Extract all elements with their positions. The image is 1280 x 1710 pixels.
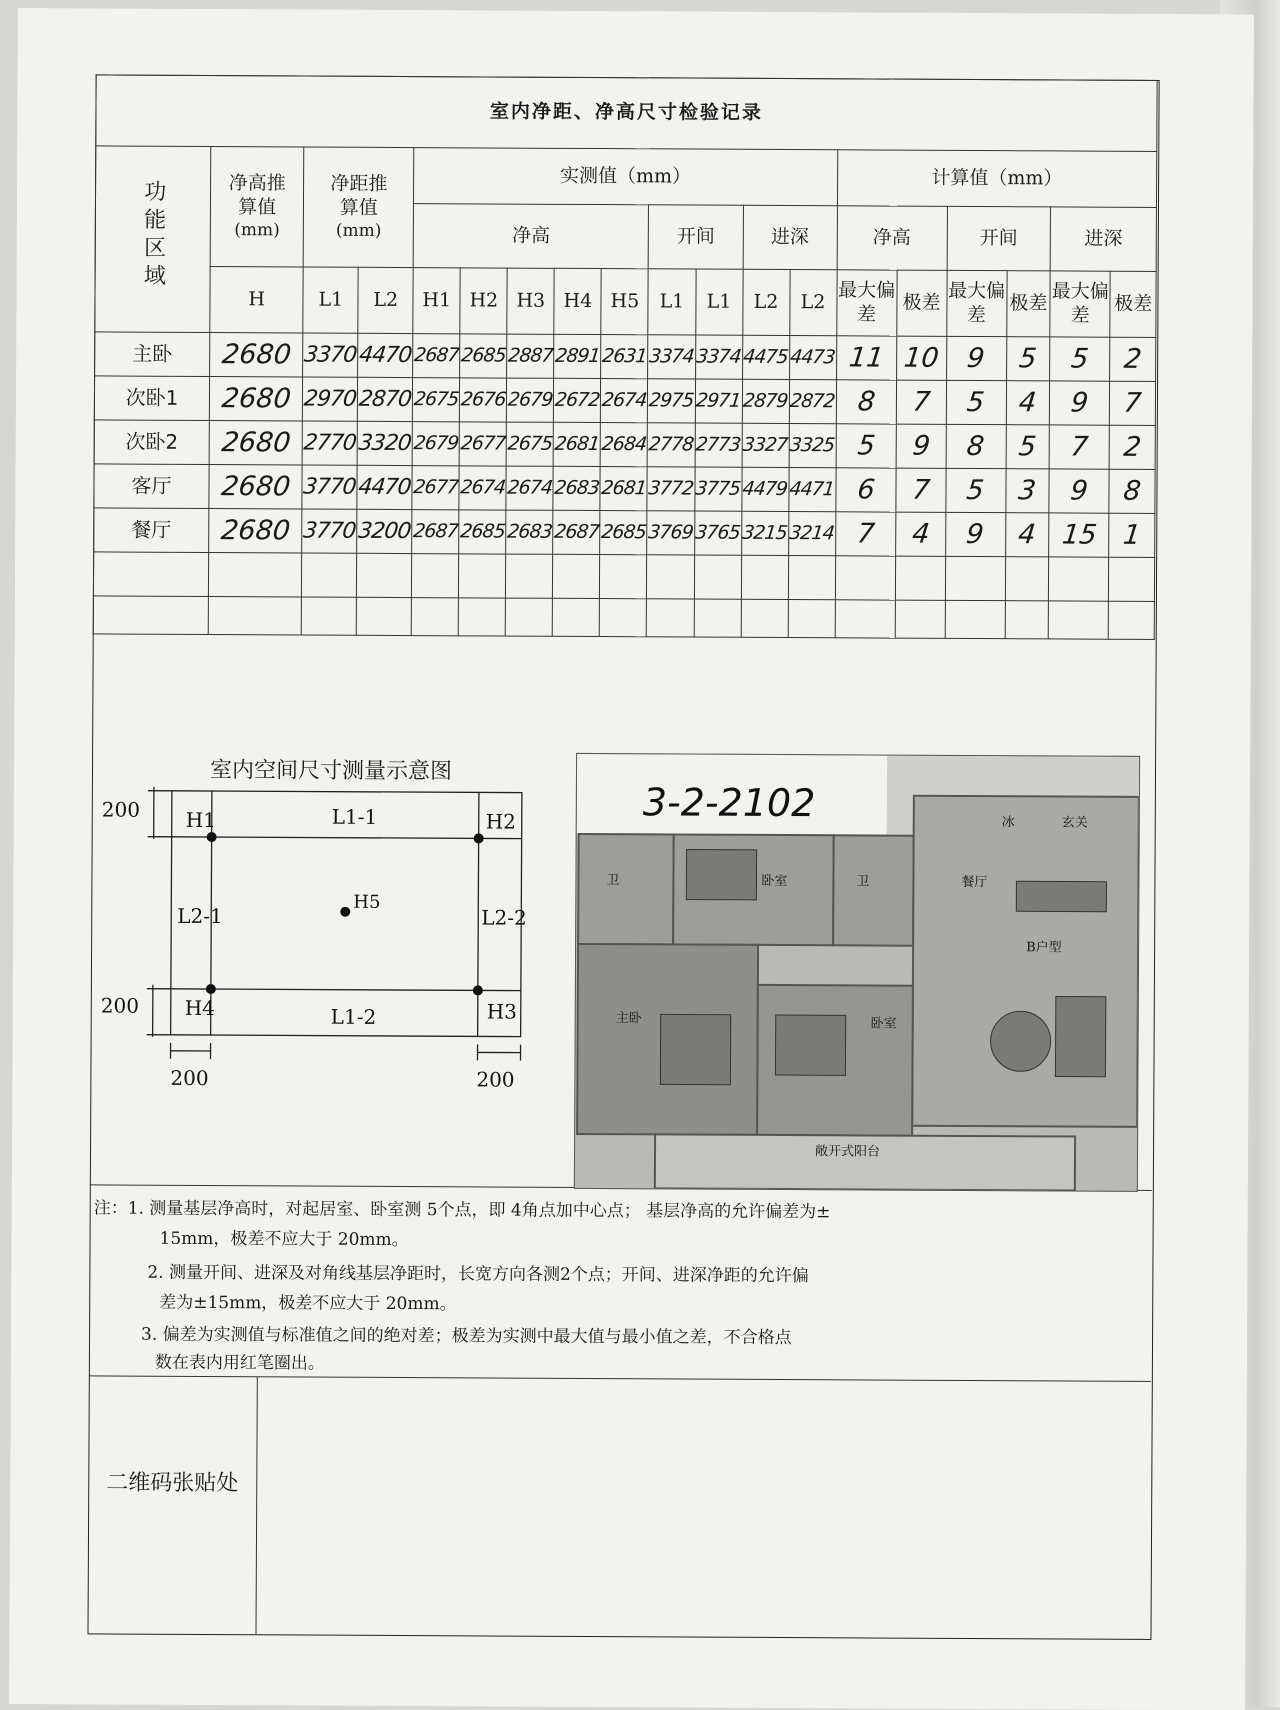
row-calc-value: 10: [896, 336, 946, 380]
notes-section: [89, 1185, 1130, 1380]
qr-label: 二维码张贴处: [88, 1465, 256, 1497]
row-measured-value: 2677: [459, 422, 506, 466]
calc-depth: 进深: [1050, 207, 1156, 272]
area-header: 功能区域: [95, 146, 211, 333]
row-area: 次卧1: [94, 376, 209, 421]
row-measured-value: 2681: [600, 467, 647, 511]
row-measured-value: 2677: [412, 466, 459, 510]
row-calc-value: 2: [1110, 337, 1156, 381]
row-measured-value: 3775: [694, 467, 741, 511]
label-L1-1: L1-1: [332, 805, 378, 829]
col-L2: L2: [358, 267, 413, 333]
row-measured-value: 2631: [601, 335, 648, 379]
room-bing: 冰: [1002, 815, 1015, 830]
row-measured-value: 4479: [741, 467, 788, 511]
row-calc-value: 11: [836, 336, 896, 380]
calc-net-height: 净高: [837, 206, 947, 271]
row-l1-est: 2770: [303, 421, 358, 465]
row-area: 主卧: [95, 332, 210, 377]
inspection-table: [93, 74, 1158, 640]
measured-header: 实测值（mm）: [414, 148, 838, 206]
col-H1: H1: [413, 268, 460, 334]
col-max-dev-depth: 最大偏差: [1050, 271, 1110, 337]
row-h-est: 2680: [209, 509, 303, 553]
room-yangtai: 敞开式阳台: [815, 1143, 880, 1159]
table-row: [94, 508, 1155, 558]
col-L1: L1: [303, 267, 358, 333]
row-calc-value: 8: [946, 424, 1006, 468]
measured-bay: 开间: [649, 205, 743, 269]
row-l1-est: 3770: [302, 465, 357, 509]
row-area: 客厅: [94, 464, 209, 509]
row-calc-value: 1: [1109, 513, 1155, 557]
row-measured-value: 2679: [412, 422, 459, 466]
row-measured-value: 2773: [695, 423, 742, 467]
label-L2-2: L2-2: [481, 905, 527, 929]
row-l2-est: 3320: [357, 421, 412, 465]
row-calc-value: 4: [1006, 381, 1050, 425]
room-huxing: B户型: [1026, 939, 1062, 955]
row-calc-value: 5: [945, 468, 1005, 512]
col-H2: H2: [460, 268, 507, 334]
col-L2-b: L2: [789, 270, 836, 336]
row-measured-value: 2684: [601, 423, 648, 467]
row-h-est: 2680: [210, 333, 304, 377]
row-calc-value: 5: [836, 424, 896, 468]
row-measured-value: 3374: [695, 335, 742, 379]
row-measured-value: 2681: [554, 422, 601, 466]
dim-200-left: 200: [101, 993, 139, 1017]
row-measured-value: 2685: [460, 334, 507, 378]
row-measured-value: 4471: [788, 468, 835, 512]
label-H3: H3: [487, 999, 517, 1023]
measurement-diagram: [90, 738, 532, 1160]
row-calc-value: 9: [1050, 381, 1110, 425]
label-H4: H4: [185, 996, 215, 1020]
row-measured-value: 3215: [741, 511, 788, 555]
row-measured-value: 2683: [506, 510, 553, 554]
room-woshi: 卧室: [761, 873, 787, 889]
row-calc-value: 5: [1050, 337, 1110, 381]
row-h-est: 2680: [209, 421, 303, 465]
row-measured-value: 2879: [742, 379, 789, 423]
diagram-section: [90, 698, 1155, 1191]
row-l2-est: 3200: [357, 509, 412, 553]
row-measured-value: 2674: [601, 379, 648, 423]
room-zhuwo: 主卧: [616, 1010, 643, 1026]
row-measured-value: 2679: [507, 378, 554, 422]
row-l1-est: 2970: [303, 377, 358, 421]
h-est-header: 净高推算值 (mm): [210, 147, 304, 267]
col-range-depth: 极差: [1110, 271, 1156, 337]
row-measured-value: 3327: [742, 423, 789, 467]
form-title: 室内净距、净高尺寸检验记录: [96, 75, 1157, 152]
row-measured-value: 2685: [459, 510, 506, 554]
col-max-dev-h: 最大偏差: [836, 270, 896, 336]
row-measured-value: 4475: [742, 335, 789, 379]
row-calc-value: 5: [1006, 337, 1050, 381]
row-measured-value: 2683: [553, 466, 600, 510]
label-H5: H5: [353, 892, 380, 913]
diagram-title: 室内空间尺寸测量示意图: [210, 753, 452, 785]
d-est-header: 净距推算值 (mm): [304, 147, 415, 268]
row-calc-value: 4: [1005, 513, 1049, 557]
row-measured-value: 3374: [648, 335, 695, 379]
row-measured-value: 2685: [600, 511, 647, 555]
label-L2-1: L2-1: [177, 904, 223, 928]
dim-200-top: 200: [102, 797, 140, 821]
calc-bay: 开间: [947, 206, 1051, 271]
label-L1-2: L1-2: [331, 1005, 377, 1029]
row-measured-value: 3325: [789, 424, 836, 468]
label-H1: H1: [186, 808, 216, 832]
row-measured-value: 3769: [647, 511, 694, 555]
row-measured-value: 4473: [789, 336, 836, 380]
note-3: 3. 偏差为实测值与标准值之间的绝对差；极差为实测中最大值与最小值之差，不合格点: [141, 1320, 792, 1353]
row-calc-value: 7: [1049, 425, 1109, 469]
unit-handwritten-label: 3-2-2102: [643, 780, 816, 825]
row-measured-value: 2687: [553, 510, 600, 554]
room-wei-1: 卫: [606, 873, 619, 888]
note-2-cont: 差为±15mm，极差不应大于 20mm。: [159, 1288, 457, 1320]
col-max-dev-bay: 最大偏差: [946, 270, 1006, 336]
row-calc-value: 3: [1006, 469, 1050, 513]
row-measured-value: 3765: [694, 511, 741, 555]
row-measured-value: 2971: [695, 379, 742, 423]
row-calc-value: 2: [1109, 425, 1155, 469]
table-row: [94, 420, 1155, 470]
qr-paste-area: [255, 1377, 1153, 1639]
col-L1-b: L1: [695, 269, 742, 335]
room-canting: 餐厅: [961, 874, 987, 890]
row-h-est: 2680: [209, 377, 303, 421]
col-H3: H3: [507, 268, 554, 334]
row-measured-value: 3772: [647, 467, 694, 511]
row-h-est: 2680: [209, 465, 303, 509]
row-measured-value: 2675: [506, 422, 553, 466]
row-measured-value: 2975: [648, 379, 695, 423]
row-calc-value: 15: [1049, 513, 1109, 557]
col-H5: H5: [601, 269, 648, 335]
row-calc-value: 5: [946, 380, 1006, 424]
row-calc-value: 5: [1006, 425, 1050, 469]
row-area: 次卧2: [94, 420, 209, 465]
table-row: [94, 464, 1155, 514]
floor-plan-image: [574, 753, 1140, 1192]
note-2: 2. 测量开间、进深及对角线基层净距时，长宽方向各测2个点；开间、进深净距的允许偏: [147, 1258, 809, 1291]
row-measured-value: 2676: [460, 378, 507, 422]
row-calc-value: 9: [946, 336, 1006, 380]
row-l2-est: 2870: [358, 377, 413, 421]
row-l2-est: 4470: [358, 333, 413, 377]
row-measured-value: 2872: [789, 380, 836, 424]
row-area: 餐厅: [94, 508, 209, 553]
dim-200-bottom-left: 200: [170, 1066, 208, 1090]
row-measured-value: 2675: [413, 378, 460, 422]
measured-net-height: 净高: [413, 204, 648, 269]
col-L1-a: L1: [648, 269, 695, 335]
row-measured-value: 2687: [412, 510, 459, 554]
room-woshi-2: 卧室: [871, 1015, 897, 1031]
calculated-header: 计算值（mm）: [837, 150, 1157, 208]
row-calc-value: 9: [945, 512, 1005, 556]
table-row: [95, 332, 1156, 382]
qr-section: [87, 1375, 1150, 1639]
row-calc-value: 7: [835, 512, 895, 556]
row-calc-value: 9: [896, 424, 946, 468]
room-xuanguan: 玄关: [1062, 814, 1088, 830]
note-1-cont: 15mm，极差不应大于 20mm。: [159, 1224, 408, 1255]
col-range-h: 极差: [897, 270, 947, 336]
row-calc-value: 7: [896, 380, 946, 424]
row-measured-value: 2891: [554, 334, 601, 378]
row-measured-value: 2778: [648, 423, 695, 467]
row-calc-value: 6: [835, 468, 895, 512]
row-measured-value: 2887: [507, 334, 554, 378]
col-H4: H4: [554, 268, 601, 334]
row-measured-value: 2674: [459, 466, 506, 510]
row-calc-value: 8: [1109, 469, 1155, 513]
note-3-cont: 数在表内用红笔圈出。: [155, 1348, 325, 1379]
row-calc-value: 7: [896, 468, 946, 512]
row-l1-est: 3770: [302, 509, 357, 553]
paper-sheet: [9, 8, 1254, 1710]
table-row: [94, 376, 1155, 426]
room-wei-2: 卫: [856, 874, 869, 889]
row-calc-value: 7: [1110, 381, 1156, 425]
row-calc-value: 8: [836, 380, 896, 424]
label-H2: H2: [486, 809, 516, 833]
row-calc-value: 9: [1049, 469, 1109, 513]
dim-200-bottom-right: 200: [476, 1067, 514, 1091]
col-H: H: [210, 267, 304, 333]
row-measured-value: 2687: [413, 334, 460, 378]
row-measured-value: 3214: [788, 512, 835, 556]
row-l1-est: 3370: [303, 333, 358, 377]
row-measured-value: 2672: [554, 378, 601, 422]
measured-depth: 进深: [743, 205, 837, 269]
col-L2-a: L2: [742, 269, 789, 335]
note-1: 注：1. 测量基层净高时，对起居室、卧室测 5个点，即 4角点加中心点； 基层净高的允许偏差为±: [94, 1193, 831, 1227]
col-range-bay: 极差: [1006, 271, 1050, 337]
row-calc-value: 4: [895, 512, 945, 556]
row-measured-value: 2674: [506, 466, 553, 510]
row-l2-est: 4470: [357, 465, 412, 509]
